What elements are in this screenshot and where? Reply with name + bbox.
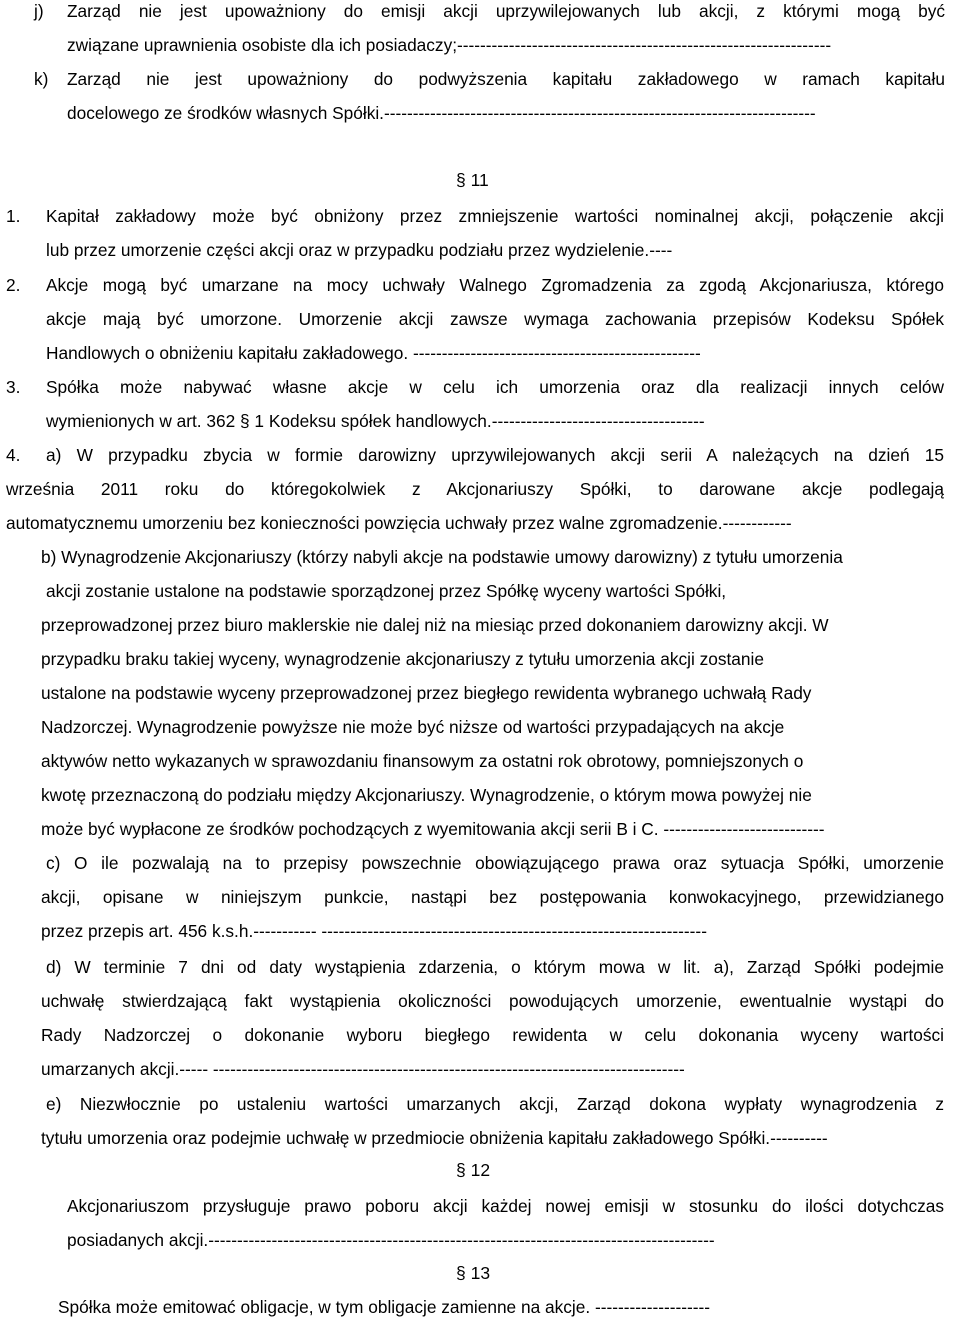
section-12-line-1: Akcjonariuszom przysługuje prawo poboru akcji każdej nowej emisji w stosunku do ilości dotychczas [67, 1196, 944, 1216]
section-13-line-1: Spółka może emitować obligacje, w tym obligacje zamienne na akcje. -------------------- [58, 1297, 711, 1317]
point-4b-line-4: przypadku braku takiej wyceny, wynagrodzenie akcjonariuszy z tytułu umorzenia akcji zostanie [41, 649, 764, 669]
point-4c-line-2: akcji, opisane w niniejszym punkcie, nastąpi bez postępowania konwokacyjnego, przewidzianego [41, 887, 944, 907]
item-k-line-1: Zarząd nie jest upoważniony do podwyższenia kapitału zakładowego w ramach kapitału [67, 69, 945, 89]
section-13-heading: § 13 [456, 1263, 491, 1283]
point-4b-line-3: przeprowadzonej przez biuro maklerskie nie dalej niż na miesiąc przed dokonaniem darowizny akcji. W [41, 615, 829, 635]
item-j-line-1: Zarząd nie jest upoważniony do emisji akcji uprzywilejowanych lub akcji, z którymi mogą być [67, 1, 945, 21]
point-4e-line-2: tytułu umorzenia oraz podejmie uchwałę w przedmiocie obniżenia kapitału zakładowego Spółki.---------- [41, 1128, 828, 1148]
item-k-line-2: docelowego ze środków własnych Spółki.--------------------------------------------------------------------------- [67, 103, 816, 123]
point-4d-line-2: uchwałę stwierdzającą fakt wystąpienia okoliczności powodujących umorzenie, ewentualnie wystąpi do [41, 991, 944, 1011]
point-4a-line-1: a) W przypadku zbycia w formie darowizny uprzywilejowanych akcji serii A należących na dzień 15 [46, 445, 944, 465]
section-11-heading: § 11 [456, 170, 489, 190]
point-2-label: 2. [6, 275, 21, 295]
point-4a-line-3: automatycznemu umorzeniu bez konieczności powzięcia uchwały przez walne zgromadzenie.------------ [6, 513, 792, 533]
point-4b-line-5: ustalone na podstawie wyceny przeprowadzonej przez biegłego rewidenta wybranego uchwałą Rady [41, 683, 812, 703]
point-4b-line-8: kwotę przeznaczoną do podziału między Akcjonariuszy. Wynagrodzenie, o którym mowa powyżej nie [41, 785, 812, 805]
point-1-label: 1. [6, 206, 21, 226]
point-3-line-2: wymienionych w art. 362 § 1 Kodeksu spółek handlowych.------------------------------------- [46, 411, 705, 431]
point-4c-line-3: przez przepis art. 456 k.s.h.----------- ------------------------------------------------------------------- [41, 921, 707, 941]
section-12-line-2: posiadanych akcji.---------------------------------------------------------------------------------------- [67, 1230, 715, 1250]
point-4a-line-2: września 2011 roku do któregokolwiek z Akcjonariuszy Spółki, to darowane akcje podlegają [6, 479, 944, 499]
point-2-line-1: Akcje mogą być umarzane na mocy uchwały Walnego Zgromadzenia za zgodą Akcjonariusza, którego [46, 275, 944, 295]
item-k-label: k) [34, 69, 49, 89]
point-2-line-2: akcje mają być umorzone. Umorzenie akcji zawsze wymaga zachowania przepisów Kodeksu Spółek [46, 309, 944, 329]
point-4b-line-7: aktywów netto wykazanych w sprawozdaniu finansowym za ostatni rok obrotowy, pomniejszonych o [41, 751, 804, 771]
point-4d-line-3: Rady Nadzorczej o dokonanie wyboru biegłego rewidenta w celu dokonania wyceny wartości [41, 1025, 944, 1045]
point-3-label: 3. [6, 377, 21, 397]
point-2-line-3: Handlowych o obniżeniu kapitału zakładowego. -------------------------------------------------- [46, 343, 701, 363]
point-4d-line-4: umarzanych akcji.----- ---------------------------------------------------------------------------------- [41, 1059, 685, 1079]
point-1-line-2: lub przez umorzenie części akcji oraz w przypadku podziału przez wydzielenie.---- [46, 240, 673, 260]
point-4b-line-9: może być wypłacone ze środków pochodzących z wyemitowania akcji serii B i C. ---------------------------- [41, 819, 825, 839]
point-3-line-1: Spółka może nabywać własne akcje w celu ich umorzenia oraz dla realizacji innych celów [46, 377, 944, 397]
section-12-heading: § 12 [456, 1160, 491, 1180]
item-j-line-2: związane uprawnienia osobiste dla ich posiadaczy;----------------------------------------------------------------- [67, 35, 832, 55]
point-4-label: 4. [6, 445, 21, 465]
point-4b-line-6: Nadzorczej. Wynagrodzenie powyższe nie może być niższe od wartości przypadających na akcje [41, 717, 785, 737]
point-4b-line-2: akcji zostanie ustalone na podstawie sporządzonej przez Spółkę wyceny wartości Spółki, [46, 581, 727, 601]
point-4b-line-1: b) Wynagrodzenie Akcjonariuszy (którzy nabyli akcje na podstawie umowy darowizny) z tytułu umorzenia [41, 547, 843, 567]
point-4c-line-1: c) O ile pozwalają na to przepisy powszechnie obowiązującego prawa oraz sytuacja Spółki, umorzenie [46, 853, 944, 873]
point-1-line-1: Kapitał zakładowy może być obniżony przez zmniejszenie wartości nominalnej akcji, połączenie akcji [46, 206, 944, 226]
point-4e-line-1: e) Niezwłocznie po ustaleniu wartości umarzanych akcji, Zarząd dokona wypłaty wynagrodzenia z [46, 1094, 944, 1114]
point-4d-line-1: d) W terminie 7 dni od daty wystąpienia zdarzenia, o którym mowa w lit. a), Zarząd Spółki podejmie [46, 957, 944, 977]
item-j-label: j) [34, 1, 44, 21]
